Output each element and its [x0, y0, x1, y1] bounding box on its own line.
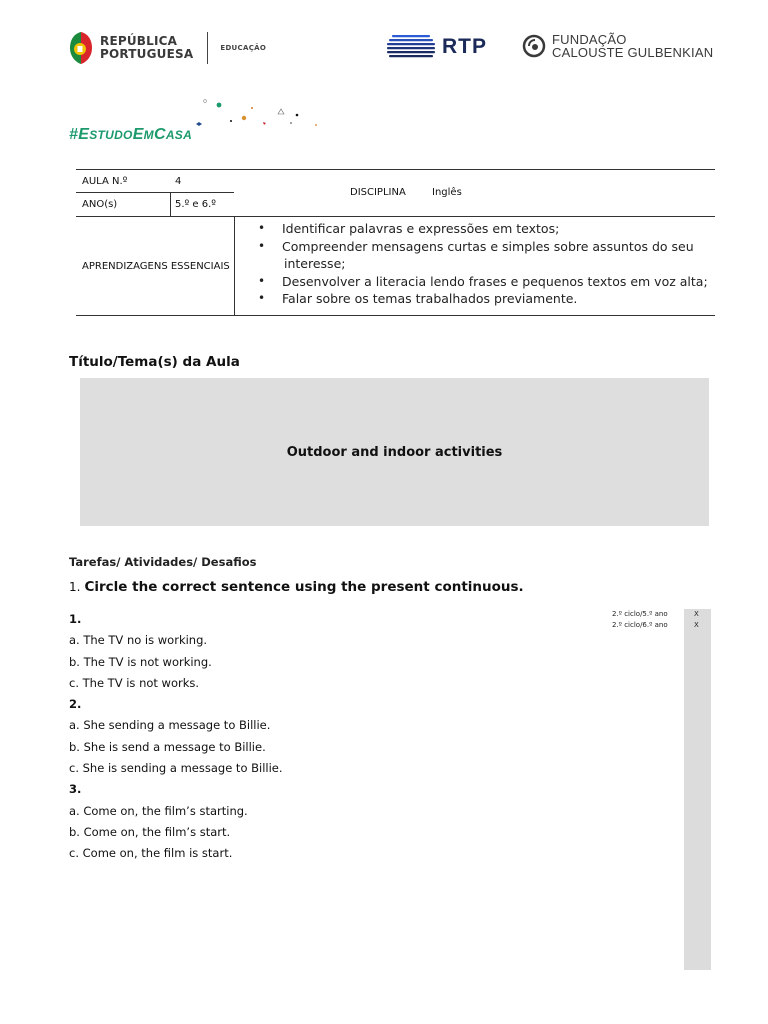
estudoemcasa-hashtag: [69, 126, 192, 144]
list-item: • Compreender mensagens curtas e simples sobre assuntos do seu: [256, 238, 716, 256]
question-number: 3.: [69, 782, 82, 797]
hashtag-asa: ASA: [165, 128, 193, 142]
grade-labels: [612, 609, 668, 631]
hashtag-c: C: [153, 126, 166, 143]
answer-option[interactable]: c. Come on, the film is start.: [69, 846, 233, 861]
disciplina-value: Inglês: [432, 187, 462, 198]
list-item-continuation: interesse;: [284, 256, 346, 271]
row-divider-2: [76, 216, 715, 217]
grade-label-5: 2.º ciclo/5.º ano: [612, 610, 668, 618]
ano-value: 5.º e 6.º: [175, 199, 217, 210]
rp-line1: REPÚBLICA: [100, 34, 178, 48]
ano-label: ANO(s): [82, 199, 118, 210]
lesson-info-table: [76, 169, 715, 316]
logo-divider: [207, 32, 208, 64]
hash-symbol: #: [69, 126, 79, 143]
answer-option[interactable]: b. She is send a message to Billie.: [69, 739, 266, 754]
republica-portuguesa-logo: [68, 31, 266, 65]
gulbenkian-logo: [522, 33, 713, 59]
rtp-bars-icon: [386, 34, 436, 60]
answer-option[interactable]: a. Come on, the film’s starting.: [69, 803, 248, 818]
exercise-number: 1.: [69, 580, 81, 594]
rtp-logo: [386, 34, 487, 60]
ano-column-divider: [170, 192, 171, 216]
aprendizagens-label: APRENDIZAGENS ESSENCIAIS: [82, 261, 230, 272]
answer-option[interactable]: c. She is sending a message to Billie.: [69, 761, 283, 776]
question-number: 1.: [69, 612, 82, 626]
disciplina-label: DISCIPLINA: [350, 187, 406, 198]
rp-line2: PORTUGUESA: [100, 47, 194, 61]
grade-marks: [694, 609, 699, 631]
rtp-wordmark: RTP: [442, 35, 487, 58]
exercise-text: Circle the correct sentence using the present continuous.: [84, 579, 524, 595]
fcg-line1: FUNDAÇÃO: [552, 32, 627, 47]
aprendizagens-column-divider: [234, 216, 235, 316]
answer-option[interactable]: b. The TV is not working.: [69, 654, 212, 669]
hashtag-m: M: [143, 128, 154, 142]
hashtag-e2: E: [132, 126, 144, 143]
lesson-theme: Outdoor and indoor activities: [286, 444, 503, 460]
list-item: • Falar sobre os temas trabalhados previamente.: [256, 290, 716, 308]
aula-value: 4: [175, 176, 182, 187]
answer-option[interactable]: a. The TV no is working.: [69, 633, 208, 648]
hashtag-e: E: [78, 126, 90, 143]
gulbenkian-ring-icon: [522, 34, 546, 58]
grade-side-column: [684, 609, 711, 970]
grade-mark-6: X: [694, 621, 699, 629]
lesson-theme-box: [80, 378, 709, 526]
answer-option[interactable]: a. She sending a message to Billie.: [69, 718, 271, 733]
aprendizagens-list: [256, 220, 716, 308]
fcg-line2: CALOUSTE GULBENKIAN: [552, 45, 714, 60]
aula-label: AULA N.º: [82, 176, 128, 187]
tasks-label: Tarefas/ Atividades/ Desafios: [69, 555, 257, 569]
answer-option[interactable]: b. Come on, the film’s start.: [69, 824, 231, 839]
grade-label-6: 2.º ciclo/6.º ano: [612, 621, 668, 629]
hashtag-studo: STUDO: [89, 128, 133, 142]
confetti-decoration-icon: [190, 96, 330, 132]
portugal-emblem-icon: [68, 31, 94, 65]
exercise-instruction: [69, 579, 524, 595]
list-item: • Identificar palavras e expressões em textos;: [256, 220, 716, 238]
grade-mark-5: X: [694, 610, 699, 618]
question-list: [69, 609, 283, 865]
answer-option[interactable]: c. The TV is not works.: [69, 675, 200, 690]
list-item: • Desenvolver a literacia lendo frases e pequenos textos em voz alta;: [256, 273, 716, 291]
question-number: 2.: [69, 697, 82, 712]
row-divider-1: [76, 192, 234, 193]
section-title: Título/Tema(s) da Aula: [69, 354, 240, 370]
educacao-label: EDUCAÇÃO: [220, 44, 267, 52]
